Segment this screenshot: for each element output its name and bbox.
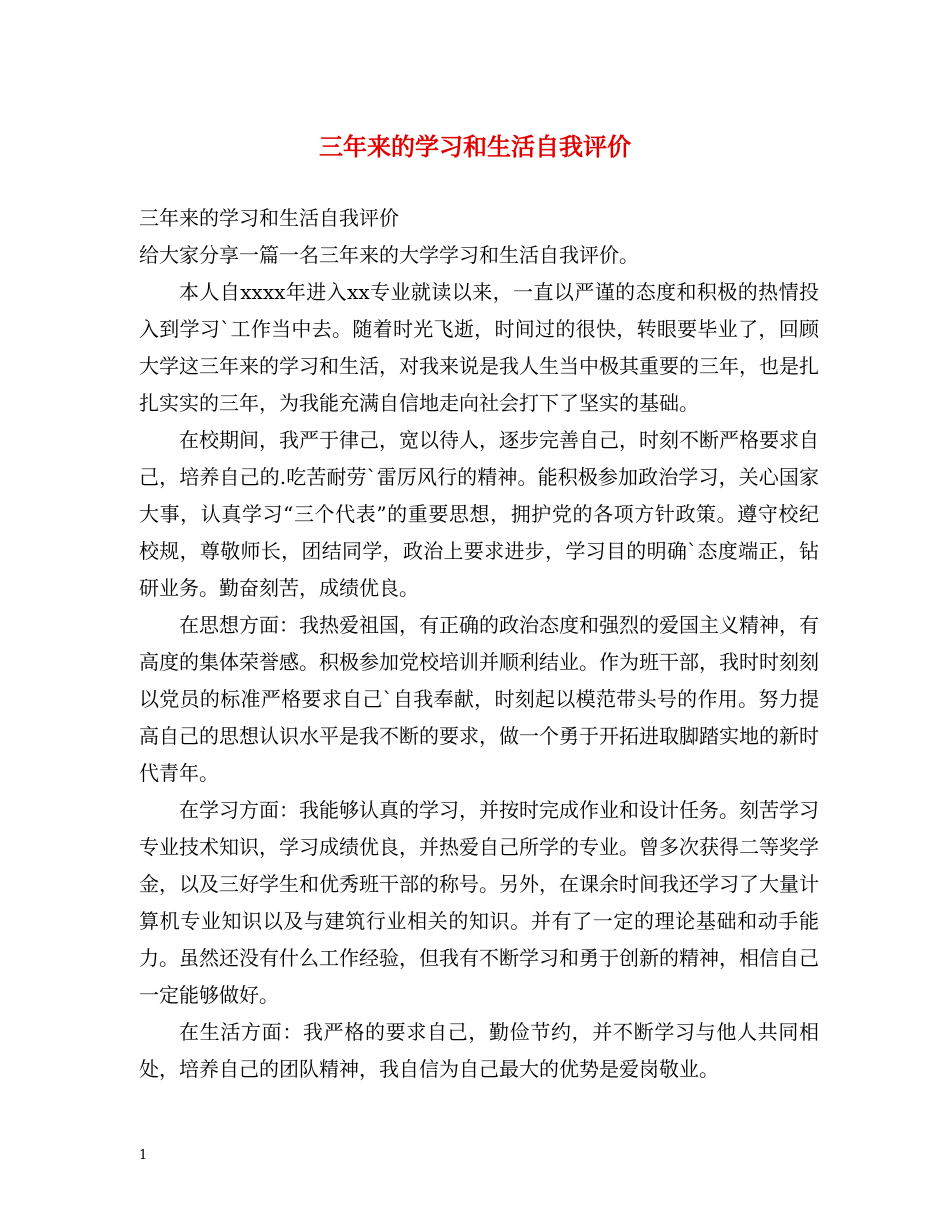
document-body [139, 200, 819, 1088]
paragraph-thought: 在思想方面：我热爱祖国，有正确的政治态度和强烈的爱国主义精神，有高度的集体荣誉感。积极参加党校培训并顺利结业。作为班干部，我时时刻刻以党员的标准严格要求自己`自我奉献，时刻起以模范带头号的作用。努力提高自己的思想认识水平是我不断的要求，做一个勇于开拓进取脚踏实地的新时代青年。 [139, 613, 819, 785]
page-number: 1 [139, 1148, 148, 1163]
paragraph-life: 在生活方面：我严格的要求自己，勤俭节约，并不断学习与他人共同相处，培养自己的团队精神，我自信为自己最大的优势是爱岗敬业。 [139, 1020, 819, 1081]
paragraph-intro-study: 本人自xxxx年进入xx专业就读以来，一直以严谨的态度和积极的热情投入到学习`工作当中去。随着时光飞逝，时间过的很快，转眼要毕业了，回顾大学这三年来的学习和生活，对我来说是我人生当中极其重要的三年，也是扎扎实实的三年，为我能充满自信地走向社会打下了坚实的基础。 [139, 280, 819, 415]
document-intro: 给大家分享一篇一名三年来的大学学习和生活自我评价。 [139, 243, 639, 267]
document-subtitle: 三年来的学习和生活自我评价 [139, 206, 399, 230]
paragraph-school-period: 在校期间，我严于律己，宽以待人，逐步完善自己，时刻不断严格要求自己，培养自己的.吃苦耐劳`雷厉风行的精神。能积极参加政治学习，关心国家大事，认真学习“三个代表”的重要思想，拥护党的各项方针政策。遵守校纪校规，尊敬师长，团结同学，政治上要求进步，学习目的明确`态度端正，钻研业务。勤奋刻苦，成绩优良。 [139, 428, 819, 600]
document-title: 三年来的学习和生活自我评价 [319, 132, 631, 161]
paragraph-study: 在学习方面：我能够认真的学习，并按时完成作业和设计任务。刻苦学习专业技术知识，学习成绩优良，并热爱自己所学的专业。曾多次获得二等奖学金，以及三好学生和优秀班干部的称号。另外，在课余时间我还学习了大量计算机专业知识以及与建筑行业相关的知识。并有了一定的理论基础和动手能力。虽然还没有什么工作经验，但我有不断学习和勇于创新的精神，相信自己一定能够做好。 [139, 798, 819, 1007]
